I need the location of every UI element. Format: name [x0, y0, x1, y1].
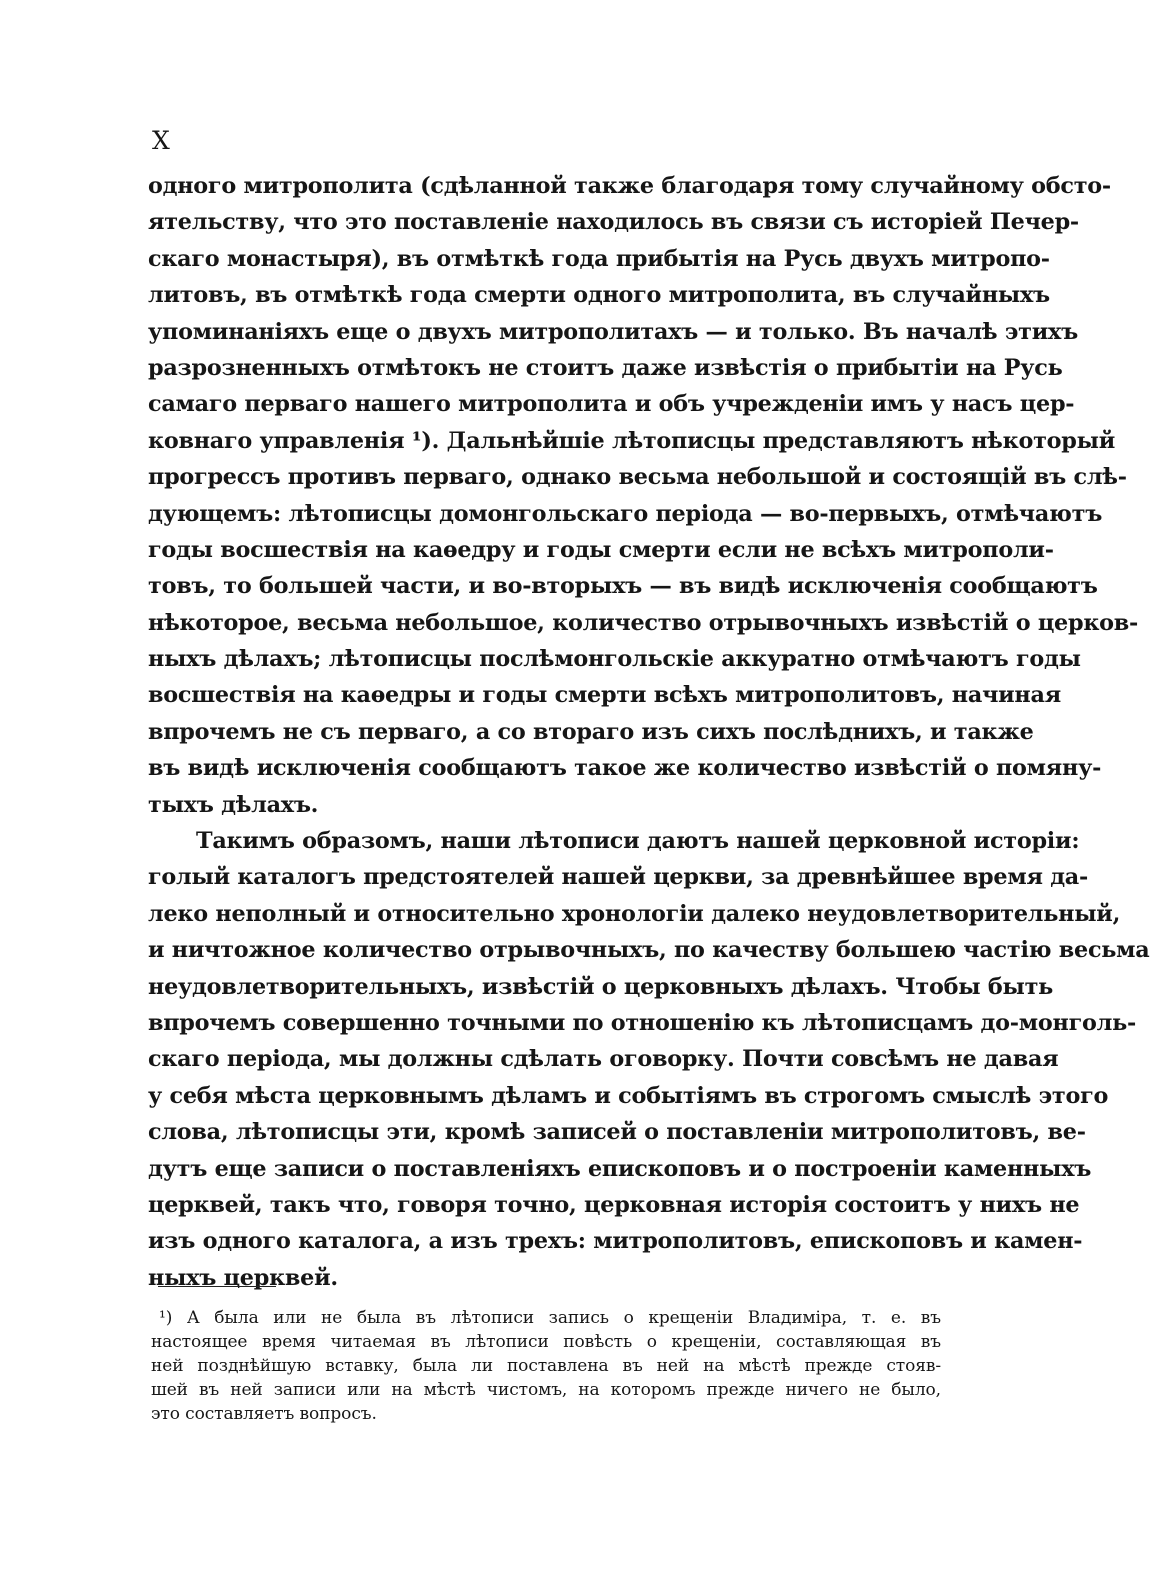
text-line: леко неполный и относительно хронологіи далеко неудовлетворительный,	[148, 900, 1121, 927]
text-line: самаго перваго нашего митрополита и объ учрежденіи имъ у насъ цер-	[148, 391, 1075, 418]
footnotes	[151, 1306, 941, 1426]
main-text	[148, 168, 1150, 1296]
text-line: дутъ еще записи о поставленіяхъ епископовъ и о построеніи каменныхъ	[148, 1155, 1092, 1182]
text-line: у себя мѣста церковнымъ дѣламъ и событіямъ въ строгомъ смыслѣ этого	[148, 1082, 1109, 1109]
text-line: товъ, то большей части, и во-вторыхъ — въ видѣ исключенія сообщаютъ	[148, 573, 1098, 600]
text-line: разрозненныхъ отмѣтокъ не стоитъ даже извѣстія о прибытіи на Русь	[148, 354, 1063, 381]
footnote-line: настоящее время читаемая въ лѣтописи повѣсть о крещеніи, составляющая въ	[151, 1332, 941, 1352]
text-line: ятельству, что это поставленіе находилось въ связи съ исторіей Печер-	[148, 209, 1079, 236]
text-line: прогрессъ противъ перваго, однако весьма небольшой и состоящій въ слѣ-	[148, 464, 1127, 491]
text-line: одного митрополита (сдѣланной также благодаря тому случайному обсто-	[148, 173, 1111, 199]
text-line-paragraph-start: Такимъ образомъ, наши лѣтописи даютъ нашей церковной исторіи:	[196, 828, 1080, 855]
footnote-line: шей въ ней записи или на мѣстѣ чистомъ, на которомъ прежде ничего не было,	[151, 1380, 941, 1400]
text-line: и ничтожное количество отрывочныхъ, по качеству большею частію весьма	[148, 937, 1150, 964]
text-line: тыхъ дѣлахъ.	[148, 791, 319, 818]
text-line: изъ одного каталога, а изъ трехъ: митрополитовъ, епископовъ и камен-	[148, 1228, 1083, 1255]
footnote-line: ней позднѣйшую вставку, была ли поставлена въ ней на мѣстѣ прежде стояв-	[151, 1356, 941, 1376]
text-line: дующемъ: лѣтописцы домонгольскаго періода — во-первыхъ, отмѣчаютъ	[148, 500, 1103, 527]
text-line: неудовлетворительныхъ, извѣстій о церковныхъ дѣлахъ. Чтобы быть	[148, 973, 1054, 1000]
text-line: голый каталогъ предстоятелей нашей церкви, за древнѣйшее время да-	[148, 864, 1089, 891]
text-line: скаго періода, мы должны сдѣлать оговорку. Почти совсѣмъ не давая	[148, 1046, 1059, 1073]
text-line: ковнаго управленія ¹). Дальнѣйшіе лѣтописцы представляютъ нѣкоторый	[148, 427, 1115, 454]
text-line: скаго монастыря), въ отмѣткѣ года прибытія на Русь двухъ митропо-	[148, 245, 1050, 272]
text-line: нѣкоторое, весьма небольшое, количество отрывочныхъ извѣстій о церков-	[148, 609, 1139, 636]
text-line: церквей, такъ что, говоря точно, церковная исторія состоитъ у нихъ не	[148, 1191, 1080, 1218]
page-number: X	[152, 126, 171, 155]
footnote-divider	[158, 1286, 276, 1287]
text-line: слова, лѣтописцы эти, кромѣ записей о поставленіи митрополитовъ, ве-	[148, 1119, 1086, 1146]
text-line: годы восшествія на каѳедру и годы смерти если не всѣхъ митрополи-	[148, 536, 1054, 563]
text-line: литовъ, въ отмѣткѣ года смерти одного митрополита, въ случайныхъ	[148, 282, 1050, 309]
footnote-line: ¹) А была или не была въ лѣтописи запись о крещеніи Владиміра, т. е. въ	[159, 1308, 941, 1328]
text-line: впрочемъ совершенно точными по отношенію къ лѣтописцамъ до-монголь-	[148, 1009, 1136, 1036]
text-line: упоминаніяхъ еще о двухъ митрополитахъ — и только. Въ началѣ этихъ	[148, 318, 1078, 345]
text-line: восшествія на каѳедры и годы смерти всѣхъ митрополитовъ, начиная	[148, 682, 1061, 709]
text-line: ныхъ церквей.	[148, 1264, 338, 1291]
text-line: впрочемъ не съ перваго, а со втораго изъ сихъ послѣднихъ, и также	[148, 718, 1034, 745]
text-line: въ видѣ исключенія сообщаютъ такое же количество извѣстій о помяну-	[148, 755, 1102, 782]
text-line: ныхъ дѣлахъ; лѣтописцы послѣмонгольскіе аккуратно отмѣчаютъ годы	[148, 646, 1081, 673]
footnote-line: это составляетъ вопросъ.	[151, 1404, 377, 1424]
